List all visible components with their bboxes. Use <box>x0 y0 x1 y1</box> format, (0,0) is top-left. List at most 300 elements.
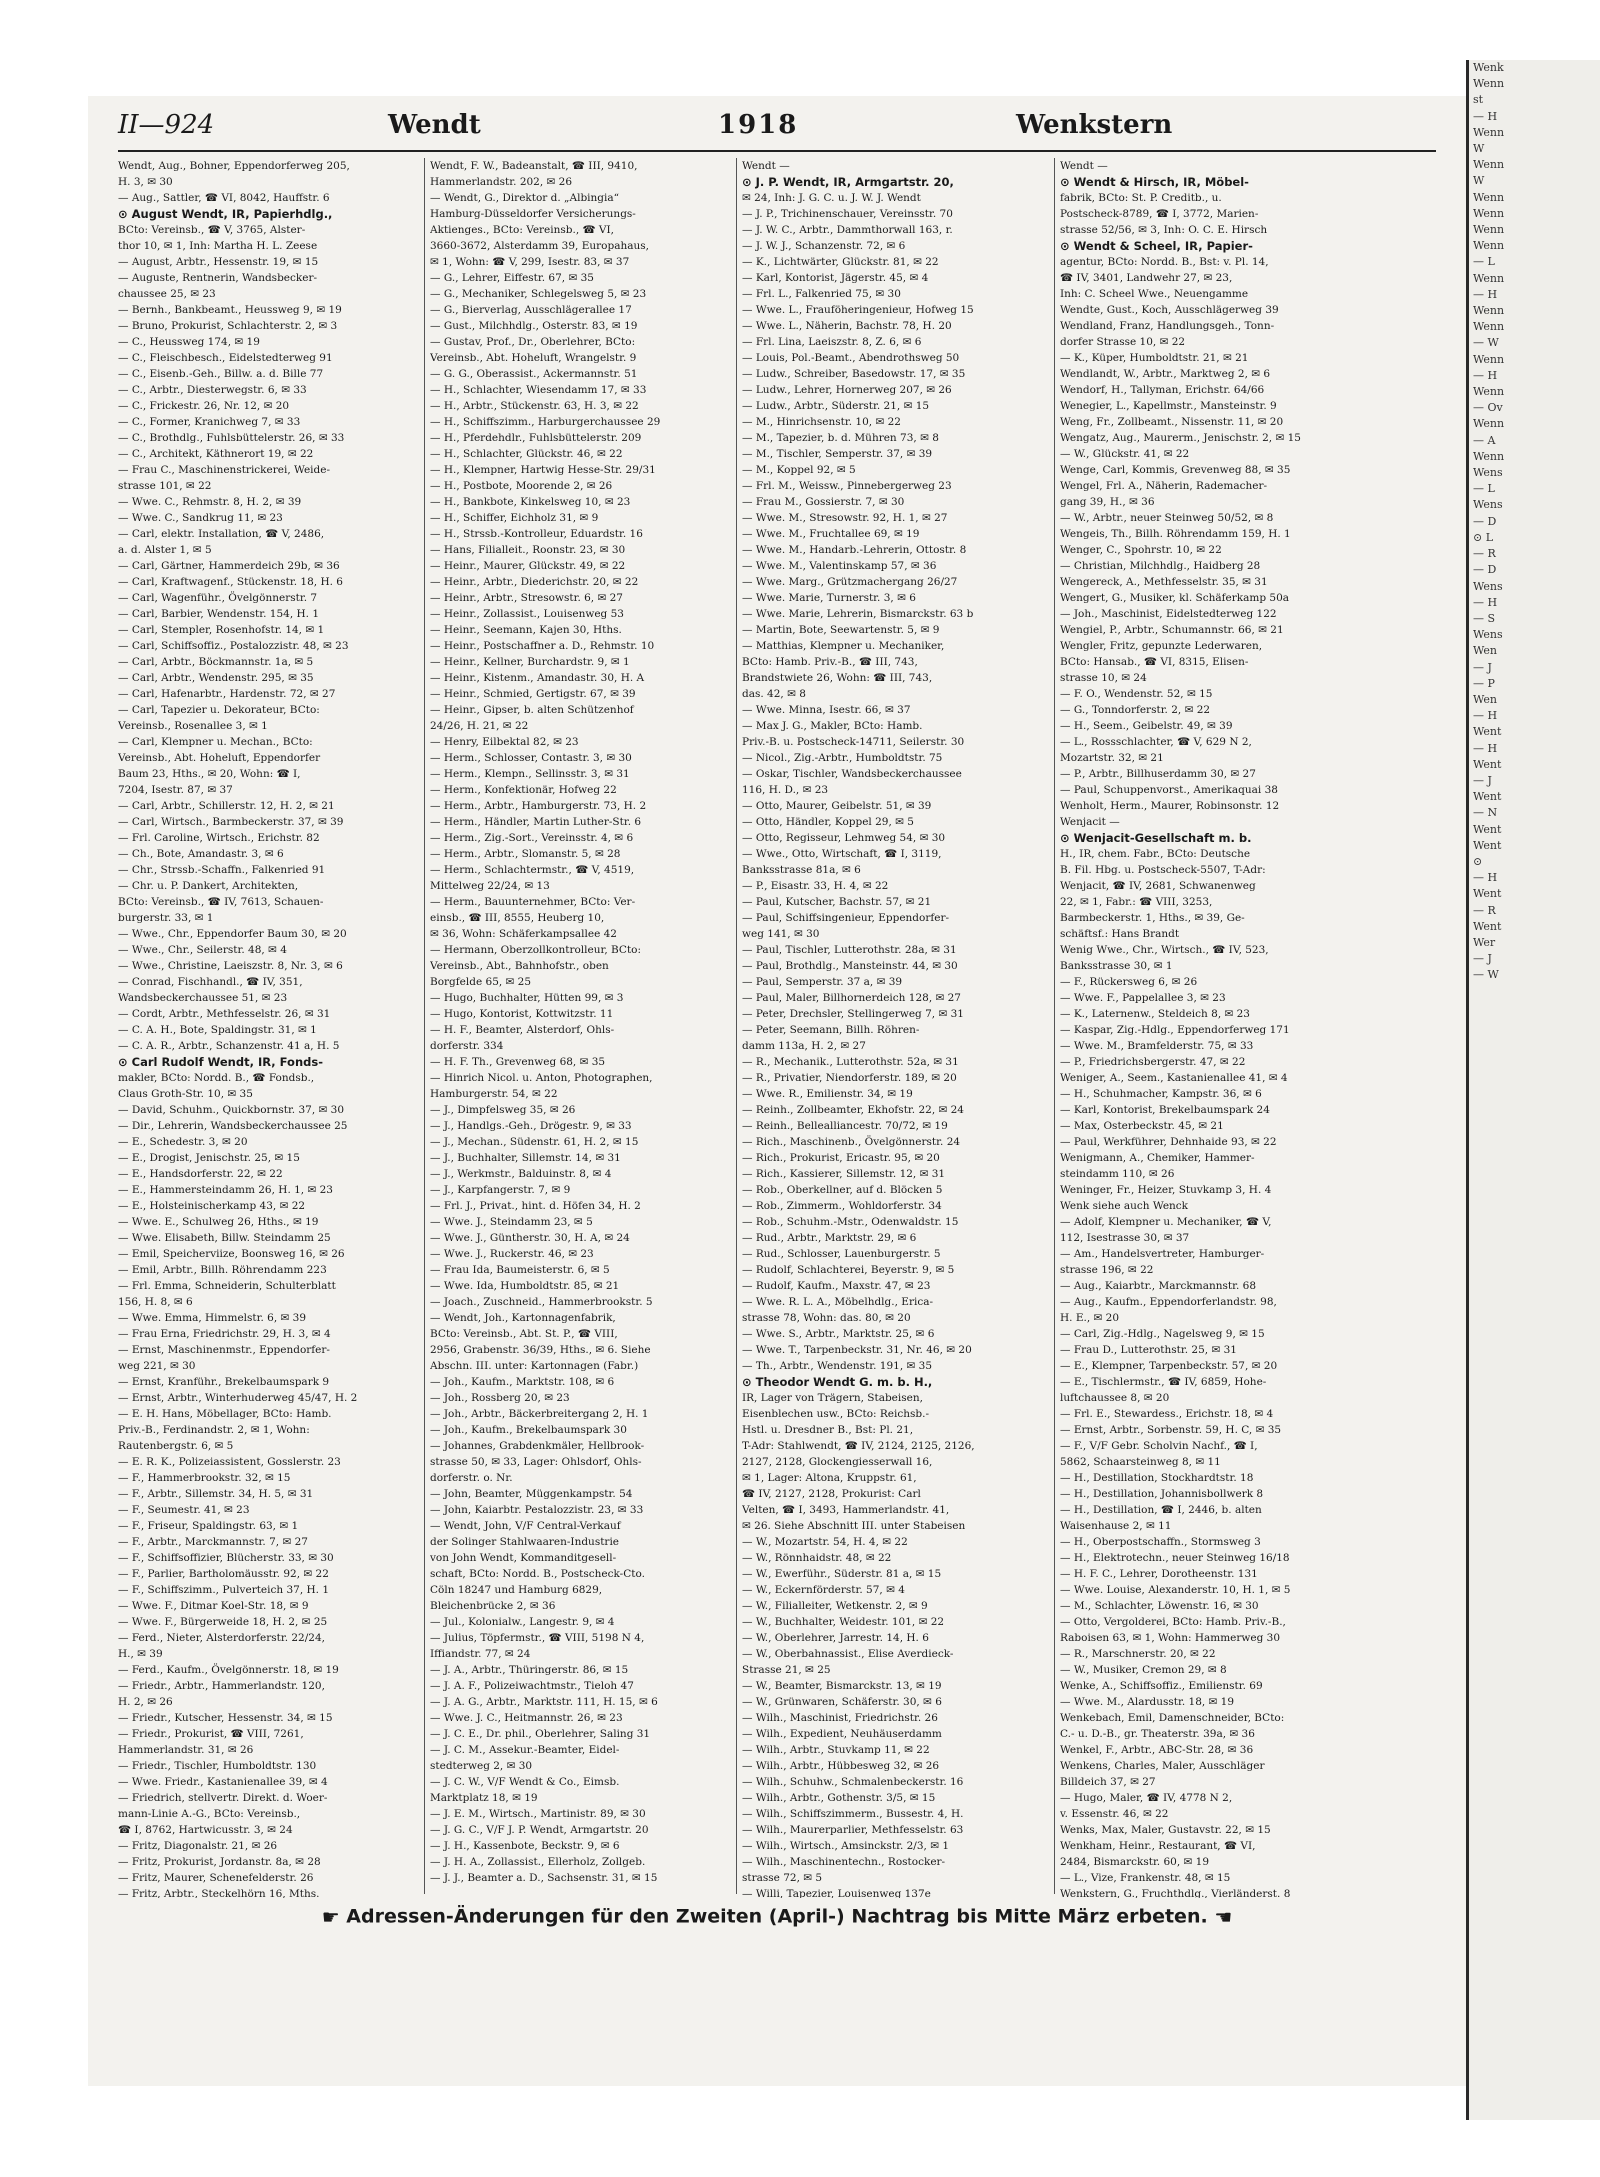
directory-line: — Wwe. C., Rehmstr. 8, H. 2, ✉ 39 <box>118 496 302 508</box>
header-last-entry: Wenkstern <box>1016 110 1173 140</box>
directory-line: Strasse 21, ✉ 25 <box>742 1664 831 1676</box>
directory-line: Wendte, Gust., Koch, Ausschlägerweg 39 <box>1060 304 1279 316</box>
directory-line: — H., Schiffer, Eichholz 31, ✉ 9 <box>430 512 599 524</box>
directory-line: Wenge, Carl, Kommis, Grevenweg 88, ✉ 35 <box>1060 464 1291 476</box>
directory-line: Wengereck, A., Methfesselstr. 35, ✉ 31 <box>1060 576 1268 588</box>
directory-line: Wengel, Frl. A., Näherin, Rademacher- <box>1060 480 1268 492</box>
directory-line: — Wwe., Otto, Wirtschaft, ☎ I, 3119, <box>742 848 942 860</box>
directory-line: Weng, Fr., Zollbeamt., Nissenstr. 11, ✉ 20 <box>1060 416 1284 428</box>
directory-line: — Wwe. L., Näherin, Bachstr. 78, H. 20 <box>742 320 952 332</box>
directory-line: H., IR, chem. Fabr., BCto: Deutsche <box>1060 848 1251 860</box>
directory-line: — Frau M., Gossierstr. 7, ✉ 30 <box>742 496 905 508</box>
adjacent-page-line: Wens <box>1473 498 1503 512</box>
adjacent-page-line: Went <box>1473 822 1502 836</box>
directory-line: — W., Musiker, Cremon 29, ✉ 8 <box>1060 1664 1227 1676</box>
directory-line: — C., Heussweg 174, ✉ 19 <box>118 336 260 348</box>
directory-line: — Willi, Tapezier, Louisenweg 137e <box>742 1888 931 1898</box>
adjacent-page-line: — D <box>1473 514 1497 528</box>
directory-line: Wendland, Franz, Handlungsgeh., Tonn- <box>1060 320 1275 332</box>
directory-line: ✉ 36, Wohn: Schäferkampsallee 42 <box>430 928 617 940</box>
directory-line: — Wwe. J., Ruckerstr. 46, ✉ 23 <box>430 1248 594 1260</box>
directory-line: — Fritz, Arbtr., Steckelhörn 16, Mths. <box>118 1888 320 1898</box>
directory-line: — Christian, Milchhdlg., Haidberg 28 <box>1060 560 1261 572</box>
directory-line: — Joh., Kaufm., Marktstr. 108, ✉ 6 <box>430 1376 615 1388</box>
adjacent-page-line: ⊙ <box>1473 854 1483 868</box>
adjacent-page-line: — P <box>1473 676 1495 690</box>
directory-line: dorfer Strasse 10, ✉ 22 <box>1060 336 1186 348</box>
header-rule <box>118 150 1436 152</box>
directory-line: — Fritz, Diagonalstr. 21, ✉ 26 <box>118 1840 278 1852</box>
adjacent-page-line: — R <box>1473 547 1496 561</box>
footer-notice <box>118 1905 1436 1939</box>
directory-line: — Wwe. Emma, Himmelstr. 6, ✉ 39 <box>118 1312 307 1324</box>
directory-line: — Heinr., Schmied, Gertigstr. 67, ✉ 39 <box>430 688 636 700</box>
directory-line: — J. G. C., V/F J. P. Wendt, Armgartstr. 20 <box>430 1824 649 1836</box>
directory-line: — Frau Erna, Friedrichstr. 29, H. 3, ✉ 4 <box>118 1328 331 1340</box>
directory-line: — Louis, Pol.-Beamt., Abendrothsweg 50 <box>742 352 960 364</box>
directory-line: — Wwe. T., Tarpenbeckstr. 31, Nr. 46, ✉ 20 <box>742 1344 972 1356</box>
directory-line: Mittelweg 22/24, ✉ 13 <box>430 880 550 892</box>
directory-line: — J. C. E., Dr. phil., Oberlehrer, Saling 31 <box>430 1728 651 1740</box>
directory-line: — H., Klempner, Hartwig Hesse-Str. 29/31 <box>430 464 656 476</box>
directory-line: Wenjacit, ☎ IV, 2681, Schwanenweg <box>1060 880 1256 892</box>
adjacent-page-line: — H <box>1473 871 1498 885</box>
directory-line: 156, H. 8, ✉ 6 <box>118 1296 193 1308</box>
directory-line: ☎ IV, 2127, 2128, Prokurist: Carl <box>742 1488 921 1500</box>
directory-line: Wenkstern, G., Fruchthdlg., Vierländerst. 8 <box>1060 1888 1291 1898</box>
directory-line: — Carl, Gärtner, Hammerdeich 29b, ✉ 36 <box>118 560 340 572</box>
directory-line: — Wwe. Friedr., Kastanienallee 39, ✉ 4 <box>118 1776 328 1788</box>
directory-line: v. Essenstr. 46, ✉ 22 <box>1060 1808 1169 1820</box>
adjacent-page-line: — W <box>1473 336 1499 350</box>
directory-line: — Herm., Händler, Martin Luther-Str. 6 <box>430 816 642 828</box>
directory-line: — Conrad, Fischhandl., ☎ IV, 351, <box>118 976 303 988</box>
directory-line: Marktplatz 18, ✉ 19 <box>430 1792 538 1804</box>
directory-line: — C., Fleischbesch., Eidelstedterweg 91 <box>118 352 333 364</box>
directory-line: Wenkham, Heinr., Restaurant, ☎ VI, <box>1060 1840 1256 1852</box>
header-year: 1918 <box>718 110 799 140</box>
directory-line: — Wwe. F., Ditmar Koel-Str. 18, ✉ 9 <box>118 1600 309 1612</box>
directory-line: — Aug., Kaufm., Eppendorferlandstr. 98, <box>1060 1296 1277 1308</box>
directory-line: — E., Klempner, Tarpenbeckstr. 57, ✉ 20 <box>1060 1360 1278 1372</box>
directory-line: — G., Tonndorferstr. 2, ✉ 22 <box>1060 704 1211 716</box>
adjacent-page-line: Wenn <box>1473 206 1505 220</box>
directory-column-1 <box>118 158 418 1898</box>
directory-line: — F., V/F Gebr. Scholvin Nachf., ☎ I, <box>1060 1440 1258 1452</box>
directory-line: — R., Privatier, Niendorferstr. 189, ✉ 20 <box>742 1072 957 1084</box>
directory-line: — C., Arbtr., Diesterwegstr. 6, ✉ 33 <box>118 384 307 396</box>
directory-line: — Emil, Speicherviize, Boonsweg 16, ✉ 26 <box>118 1248 345 1260</box>
directory-line: — Wwe. M., Handarb.-Lehrerin, Ottostr. 8 <box>742 544 967 556</box>
directory-line: burgerstr. 33, ✉ 1 <box>118 912 214 924</box>
directory-line: — Wwe. Minna, Isestr. 66, ✉ 37 <box>742 704 911 716</box>
directory-line: — Wilh., Arbtr., Gothenstr. 3/5, ✉ 15 <box>742 1792 936 1804</box>
directory-line: — J. W. C., Arbtr., Dammthorwall 163, r. <box>742 224 953 236</box>
directory-line: — J. E. M., Wirtsch., Martinistr. 89, ✉ 30 <box>430 1808 646 1820</box>
directory-line: — C., Architekt, Käthnerort 19, ✉ 22 <box>118 448 314 460</box>
directory-line: — Rich., Maschinenb., Övelgönnerstr. 24 <box>742 1136 961 1148</box>
directory-line: — Fritz, Prokurist, Jordanstr. 8a, ✉ 28 <box>118 1856 321 1868</box>
directory-line: H., ✉ 39 <box>118 1648 163 1660</box>
directory-line: — Wwe. R. L. A., Möbelhdlg., Erica- <box>742 1296 934 1308</box>
directory-line: — J. C. M., Assekur.-Beamter, Eidel- <box>430 1744 620 1756</box>
adjacent-page-line: — L <box>1473 255 1495 269</box>
directory-line: — Wendt, John, V/F Central-Verkauf <box>430 1520 621 1532</box>
directory-line: — Ferd., Kaufm., Övelgönnerstr. 18, ✉ 19 <box>118 1664 339 1676</box>
directory-line: weg 221, ✉ 30 <box>118 1360 196 1372</box>
directory-line: — Heinr., Kellner, Burchardstr. 9, ✉ 1 <box>430 656 630 668</box>
directory-line: — Wwe. M., Stresowstr. 92, H. 1, ✉ 27 <box>742 512 948 524</box>
adjacent-page-line: — J <box>1473 773 1492 787</box>
directory-line: — Auguste, Rentnerin, Wandsbecker- <box>118 272 318 284</box>
directory-line: — J. H., Kassenbote, Beckstr. 9, ✉ 6 <box>430 1840 620 1852</box>
directory-line: — Otto, Regisseur, Lehmweg 54, ✉ 30 <box>742 832 946 844</box>
directory-line: — Wwe. F., Bürgerweide 18, H. 2, ✉ 25 <box>118 1616 328 1628</box>
directory-line: — Wilh., Expedient, Neuhäuserdamm <box>742 1728 942 1740</box>
directory-line: — J., Karpfangerstr. 7, ✉ 9 <box>430 1184 571 1196</box>
adjacent-page-line: Went <box>1473 919 1502 933</box>
pointing-hand-icon: ☛ <box>321 1905 340 1929</box>
directory-line: thor 10, ✉ 1, Inh: Martha H. L. Zeese <box>118 240 318 252</box>
directory-line: — Aug., Kaiarbtr., Marckmannstr. 68 <box>1060 1280 1257 1292</box>
directory-line: — Wwe. M., Bramfelderstr. 75, ✉ 33 <box>1060 1040 1254 1052</box>
directory-line: — K., Lichtwärter, Glückstr. 81, ✉ 22 <box>742 256 939 268</box>
directory-line: — J. H. A., Zollassist., Ellerholz, Zollgeb. <box>430 1856 646 1868</box>
adjacent-page-line: Wenn <box>1473 352 1505 366</box>
directory-line: — W., Ewerführ., Süderstr. 81 a, ✉ 15 <box>742 1568 942 1580</box>
directory-line: — J. A., Arbtr., Thüringerstr. 86, ✉ 15 <box>430 1664 629 1676</box>
adjacent-page-line: — H <box>1473 287 1498 301</box>
directory-line: — W., Eckernförderstr. 57, ✉ 4 <box>742 1584 905 1596</box>
directory-line: Wengatz, Aug., Maurerm., Jenischstr. 2, ✉ 15 <box>1060 432 1301 444</box>
directory-line: — Herm., Bauunternehmer, BCto: Ver- <box>430 896 636 908</box>
directory-line: — G., Mechaniker, Schlegelsweg 5, ✉ 23 <box>430 288 647 300</box>
page-header <box>118 110 1436 150</box>
directory-line: 2956, Grabenstr. 36/39, Hths., ✉ 6. Siehe <box>430 1344 651 1356</box>
directory-line: — W., Glückstr. 41, ✉ 22 <box>1060 448 1190 460</box>
directory-line: — H., Pferdehdlr., Fuhlsbüttelerstr. 209 <box>430 432 642 444</box>
directory-line: — H., Schlachter, Wiesendamm 17, ✉ 33 <box>430 384 647 396</box>
directory-line: strasse 72, ✉ 5 <box>742 1872 823 1884</box>
directory-line: — F., Hammerbrookstr. 32, ✉ 15 <box>118 1472 291 1484</box>
directory-line: fabrik, BCto: St. P. Creditb., u. <box>1060 192 1222 204</box>
directory-line: — J. W. J., Schanzenstr. 72, ✉ 6 <box>742 240 906 252</box>
directory-line: — Ludw., Schreiber, Basedowstr. 17, ✉ 35 <box>742 368 966 380</box>
page-number: II—924 <box>118 110 215 140</box>
directory-line: — J. P., Trichinenschauer, Vereinsstr. 70 <box>742 208 953 220</box>
directory-line: strasse 10, ✉ 24 <box>1060 672 1147 684</box>
directory-line: — M., Hinrichsenstr. 10, ✉ 22 <box>742 416 901 428</box>
directory-line: — Rob., Oberkellner, auf d. Blöcken 5 <box>742 1184 943 1196</box>
adjacent-page-line: — N <box>1473 806 1498 820</box>
adjacent-page-line: — H <box>1473 709 1498 723</box>
directory-line: — Rud., Arbtr., Marktstr. 29, ✉ 6 <box>742 1232 917 1244</box>
directory-line: — W., Arbtr., neuer Steinweg 50/52, ✉ 8 <box>1060 512 1274 524</box>
directory-line: — Wwe. Elisabeth, Billw. Steindamm 25 <box>118 1232 331 1244</box>
directory-line: — Wwe. L., Frauföheringenieur, Hofweg 15 <box>742 304 974 316</box>
directory-line: — E., Schedestr. 3, ✉ 20 <box>118 1136 248 1148</box>
directory-line: — Fritz, Maurer, Schenefelderstr. 26 <box>118 1872 314 1884</box>
directory-line: — Ernst, Arbtr., Winterhuderweg 45/47, H. 2 <box>118 1392 358 1404</box>
directory-line: — Heinr., Seemann, Kajen 30, Hths. <box>430 624 622 636</box>
directory-line: Wengiel, P., Arbtr., Schumannstr. 66, ✉ 21 <box>1060 624 1284 636</box>
directory-line: 2484, Bismarckstr. 60, ✉ 19 <box>1060 1856 1210 1868</box>
directory-line: BCto: Vereinsb., Abt. St. P., ☎ VIII, <box>430 1328 618 1340</box>
directory-line: Hamburg-Düsseldorfer Versicherungs- <box>430 208 636 220</box>
directory-line: 116, H. D., ✉ 23 <box>742 784 829 796</box>
directory-line: Wengert, G., Musiker, kl. Schäferkamp 50a <box>1060 592 1290 604</box>
directory-line: — Hans, Filialleit., Roonstr. 23, ✉ 30 <box>430 544 626 556</box>
directory-line: — H., Bankbote, Kinkelsweg 10, ✉ 23 <box>430 496 631 508</box>
directory-line: — J., Buchhalter, Sillemstr. 14, ✉ 31 <box>430 1152 621 1164</box>
directory-line: Waisenhause 2, ✉ 11 <box>1060 1520 1172 1532</box>
directory-line: — Hermann, Oberzollkontrolleur, BCto: <box>430 944 642 956</box>
directory-line: Priv.-B., Ferdinandstr. 2, ✉ 1, Wohn: <box>118 1424 310 1436</box>
directory-line: — Heinr., Kistenm., Amandastr. 30, H. A <box>430 672 645 684</box>
directory-line: — Carl, Kraftwagenf., Stückenstr. 18, H. 6 <box>118 576 343 588</box>
adjacent-page-line: — S <box>1473 611 1496 625</box>
directory-line: — Heinr., Arbtr., Stresowstr. 6, ✉ 27 <box>430 592 623 604</box>
directory-line: Weniger, A., Seem., Kastanienallee 41, ✉ 4 <box>1060 1072 1288 1084</box>
directory-line: Wenkel, F., Arbtr., ABC-Str. 28, ✉ 36 <box>1060 1744 1254 1756</box>
directory-line: weg 141, ✉ 30 <box>742 928 820 940</box>
adjacent-page-line: — H <box>1473 368 1498 382</box>
directory-line: Cöln 18247 und Hamburg 6829, <box>430 1584 603 1596</box>
directory-line: Hamburgerstr. 54, ✉ 22 <box>430 1088 558 1100</box>
directory-line: — Max J. G., Makler, BCto: Hamb. <box>742 720 923 732</box>
directory-line: steindamm 110, ✉ 26 <box>1060 1168 1175 1180</box>
directory-line: damm 113a, H. 2, ✉ 27 <box>742 1040 866 1052</box>
directory-line: a. d. Alster 1, ✉ 5 <box>118 544 212 556</box>
directory-line: — Paul, Tischler, Lutterothstr. 28a, ✉ 31 <box>742 944 957 956</box>
directory-line: — Herm., Klempn., Sellinsstr. 3, ✉ 31 <box>430 768 630 780</box>
directory-line: — Paul, Schiffsingenieur, Eppendorfer- <box>742 912 950 924</box>
directory-line: — Kaspar, Zig.-Hdlg., Eppendorferweg 171 <box>1060 1024 1290 1036</box>
directory-line: Wenkebach, Emil, Damenschneider, BCto: <box>1060 1712 1285 1724</box>
directory-line: — Martin, Bote, Seewartenstr. 5, ✉ 9 <box>742 624 940 636</box>
directory-line: — Oskar, Tischler, Wandsbeckerchaussee <box>742 768 962 780</box>
directory-line: — Wilh., Arbtr., Hübbesweg 32, ✉ 26 <box>742 1760 940 1772</box>
adjacent-page-line: — Ov <box>1473 401 1503 415</box>
directory-line: — Wwe. Marie, Lehrerin, Bismarckstr. 63 b <box>742 608 974 620</box>
directory-line: — Carl, Barbier, Wendenstr. 154, H. 1 <box>118 608 320 620</box>
adjacent-page-line: st <box>1473 93 1484 107</box>
pointing-hand-icon: ☚ <box>1214 1905 1233 1929</box>
adjacent-page-line: Wenn <box>1473 417 1505 431</box>
directory-line: — Hugo, Kontorist, Kottwitzstr. 11 <box>430 1008 614 1020</box>
directory-line: Wenk siehe auch Wenck <box>1060 1200 1189 1212</box>
directory-line: — Emil, Arbtr., Billh. Röhrendamm 223 <box>118 1264 327 1276</box>
directory-line: — H., Destillation, ☎ I, 2446, b. alten <box>1060 1504 1262 1516</box>
adjacent-page-line: — A <box>1473 433 1496 447</box>
adjacent-page-line: — D <box>1473 563 1497 577</box>
directory-line: — Wwe. C., Sandkrug 11, ✉ 23 <box>118 512 283 524</box>
directory-line: — P., Arbtr., Billhuserdamm 30, ✉ 27 <box>1060 768 1256 780</box>
directory-line: Abschn. III. unter: Kartonnagen (Fabr.) <box>430 1360 639 1372</box>
directory-line: Weninger, Fr., Heizer, Stuvkamp 3, H. 4 <box>1060 1184 1272 1196</box>
directory-line: — H., Destillation, Johannisbollwerk 8 <box>1060 1488 1264 1500</box>
directory-line: — Friedr., Tischler, Humboldtstr. 130 <box>118 1760 317 1772</box>
directory-line: ✉ 1, Lager: Altona, Kruppstr. 61, <box>742 1472 917 1484</box>
directory-line: Banksstrasse 81a, ✉ 6 <box>742 864 861 876</box>
directory-line: 3660-3672, Alsterdamm 39, Europahaus, <box>430 240 649 252</box>
directory-line: der Solinger Stahlwaaren-Industrie <box>430 1536 620 1548</box>
directory-line: Wendorf, H., Tallyman, Erichstr. 64/66 <box>1060 384 1265 396</box>
adjacent-page-line: Wenn <box>1473 320 1505 334</box>
directory-line: — Paul, Maler, Billhornerdeich 128, ✉ 27 <box>742 992 961 1004</box>
directory-line: — Wilh., Schuhw., Schmalenbeckerstr. 16 <box>742 1776 964 1788</box>
directory-line: — Frl. Emma, Schneiderin, Schulterblatt <box>118 1280 336 1292</box>
directory-line: — Joach., Zuschneid., Hammerbrookstr. 5 <box>430 1296 653 1308</box>
directory-line: — F. O., Wendenstr. 52, ✉ 15 <box>1060 688 1213 700</box>
directory-line: strasse 52/56, ✉ 3, Inh: O. C. E. Hirsch <box>1060 224 1268 236</box>
directory-line: Vereinsb., Abt. Hoheluft, Wrangelstr. 9 <box>430 352 637 364</box>
directory-line: — Carl, Arbtr., Wendenstr. 295, ✉ 35 <box>118 672 314 684</box>
directory-line: — Herm., Zig.-Sort., Vereinsstr. 4, ✉ 6 <box>430 832 634 844</box>
directory-line: — Otto, Vergolderei, BCto: Hamb. Priv.-B., <box>1060 1616 1286 1628</box>
directory-line: — H. F. C., Lehrer, Dorotheenstr. 131 <box>1060 1568 1258 1580</box>
directory-line: H. 3, ✉ 30 <box>118 176 173 188</box>
directory-line: — Max, Osterbeckstr. 45, ✉ 21 <box>1060 1120 1224 1132</box>
directory-line: Wengler, Fritz, gepunzte Lederwaren, <box>1060 640 1263 652</box>
directory-line: einsb., ☎ III, 8555, Heuberg 10, <box>430 912 605 924</box>
directory-line: — K., Laternenw., Steldeich 8, ✉ 23 <box>1060 1008 1250 1020</box>
directory-line: — Wwe. F., Pappelallee 3, ✉ 23 <box>1060 992 1226 1004</box>
directory-line: — Peter, Seemann, Billh. Röhren- <box>742 1024 920 1036</box>
adjacent-page-line: — L <box>1473 482 1495 496</box>
column-divider <box>1054 158 1055 1894</box>
directory-line: — Wilh., Wirtsch., Amsinckstr. 2/3, ✉ 1 <box>742 1840 950 1852</box>
directory-line: von John Wendt, Kommanditgesell- <box>430 1552 617 1564</box>
directory-line: — August, Arbtr., Hessenstr. 19, ✉ 15 <box>118 256 319 268</box>
directory-line: gang 39, H., ✉ 36 <box>1060 496 1155 508</box>
directory-line: — Wendt, Joh., Kartonnagenfabrik, <box>430 1312 616 1324</box>
directory-line: — W., Filialleiter, Wetkenstr. 2, ✉ 9 <box>742 1600 928 1612</box>
directory-line: — Joh., Arbtr., Bäckerbreitergang 2, H. 1 <box>430 1408 649 1420</box>
directory-line: — Ferd., Nieter, Alsterdorferstr. 22/24, <box>118 1632 325 1644</box>
directory-line: — Henry, Eilbektal 82, ✉ 23 <box>430 736 579 748</box>
directory-line: Claus Groth-Str. 10, ✉ 35 <box>118 1088 253 1100</box>
directory-line: Wendt, F. W., Badeanstalt, ☎ III, 9410, <box>430 160 638 172</box>
directory-line: — H. F., Beamter, Alsterdorf, Ohls- <box>430 1024 615 1036</box>
directory-line: — Herm., Arbtr., Slomanstr. 5, ✉ 28 <box>430 848 621 860</box>
directory-line: Bleichenbrücke 2, ✉ 36 <box>430 1600 556 1612</box>
directory-line: — Wwe., Chr., Eppendorfer Baum 30, ✉ 20 <box>118 928 347 940</box>
adjacent-page-line: Wen <box>1473 692 1498 706</box>
directory-line: — H., Strssb.-Kontrolleur, Eduardstr. 16 <box>430 528 643 540</box>
directory-line: — Carl, Hafenarbtr., Hardenstr. 72, ✉ 27 <box>118 688 336 700</box>
column-divider <box>736 158 737 1894</box>
directory-line: — Frl. M., Weissw., Pinnebergerweg 23 <box>742 480 952 492</box>
directory-line: — Herm., Schlosser, Contastr. 3, ✉ 30 <box>430 752 632 764</box>
directory-line: — H., Arbtr., Stückenstr. 63, H. 3, ✉ 22 <box>430 400 639 412</box>
directory-line: — C. A. H., Bote, Spaldingstr. 31, ✉ 1 <box>118 1024 317 1036</box>
directory-line: Wenjacit — <box>1060 816 1120 828</box>
directory-line: — Matthias, Klempner u. Mechaniker, <box>742 640 945 652</box>
directory-line: — Herm., Arbtr., Hamburgerstr. 73, H. 2 <box>430 800 647 812</box>
column-divider <box>424 158 425 1894</box>
directory-line: — H., Schuhmacher, Kampstr. 36, ✉ 6 <box>1060 1088 1262 1100</box>
directory-line: — W., Grünwaren, Schäferstr. 30, ✉ 6 <box>742 1696 942 1708</box>
directory-line: 22, ✉ 1, Fabr.: ☎ VIII, 3253, <box>1060 896 1213 908</box>
directory-line: — Frl. Caroline, Wirtsch., Erichstr. 82 <box>118 832 320 844</box>
directory-line: ✉ 1, Wohn: ☎ V, 299, Isestr. 83, ✉ 37 <box>430 256 630 268</box>
directory-line: — F., Parlier, Bartholomäusstr. 92, ✉ 22 <box>118 1568 329 1580</box>
directory-line: — J. C. W., V/F Wendt & Co., Eimsb. <box>430 1776 620 1788</box>
directory-line: — L., Rossschlachter, ☎ V, 629 N 2, <box>1060 736 1252 748</box>
directory-line: stedterweg 2, ✉ 30 <box>430 1760 533 1772</box>
directory-line: — Nicol., Zig.-Arbtr., Humboldtstr. 75 <box>742 752 943 764</box>
adjacent-page-line: ⊙ L <box>1473 530 1494 544</box>
directory-line: — W., Oberbahnassist., Elise Averdieck- <box>742 1648 954 1660</box>
directory-line: — Cordt, Arbtr., Methfesselstr. 26, ✉ 31 <box>118 1008 331 1020</box>
directory-line: 2127, 2128, Glockengiesserwall 16, <box>742 1456 933 1468</box>
adjacent-page-line: Wenn <box>1473 223 1505 237</box>
adjacent-page-line: — R <box>1473 903 1496 917</box>
directory-column-2 <box>430 158 730 1898</box>
directory-line: ✉ 26. Siehe Abschnitt III. unter Stabeisen <box>742 1520 966 1532</box>
directory-line: — Karl, Kontorist, Jägerstr. 45, ✉ 4 <box>742 272 929 284</box>
adjacent-page-line: Wen <box>1473 644 1498 658</box>
directory-line: — G., Bierverlag, Ausschlägerallee 17 <box>430 304 632 316</box>
adjacent-page-line: Wenn <box>1473 271 1505 285</box>
directory-line: — Carl, Arbtr., Böckmannstr. 1a, ✉ 5 <box>118 656 314 668</box>
directory-line: — Rich., Kassierer, Sillemstr. 12, ✉ 31 <box>742 1168 946 1180</box>
adjacent-page-line: — H <box>1473 741 1498 755</box>
adjacent-page-line: Wenn <box>1473 77 1505 91</box>
directory-line: — Carl, Wirtsch., Barmbeckerstr. 37, ✉ 39 <box>118 816 344 828</box>
directory-line: — Johannes, Grabdenkmäler, Hellbrook- <box>430 1440 645 1452</box>
directory-line: — Bruno, Prokurist, Schlachterstr. 2, ✉ 3 <box>118 320 338 332</box>
directory-line: — Frl. J., Privat., hint. d. Höfen 34, H. 2 <box>430 1200 641 1212</box>
directory-line: strasse 78, Wohn: das. 80, ✉ 20 <box>742 1312 911 1324</box>
directory-line: Vereinsb., Abt. Hoheluft, Eppendorfer <box>118 752 321 764</box>
directory-line: ⊙ Theodor Wendt G. m. b. H., <box>742 1375 933 1389</box>
directory-line: — Wilh., Arbtr., Stuvkamp 11, ✉ 22 <box>742 1744 930 1756</box>
directory-line: Wendt — <box>1060 160 1108 172</box>
directory-line: — Gust., Milchhdlg., Osterstr. 83, ✉ 19 <box>430 320 638 332</box>
directory-line: — Rudolf, Kaufm., Maxstr. 47, ✉ 23 <box>742 1280 931 1292</box>
directory-line: Hammerlandstr. 202, ✉ 26 <box>430 176 573 188</box>
adjacent-page-strip <box>1466 60 1600 2120</box>
directory-line: — Frl. L., Falkenried 75, ✉ 30 <box>742 288 901 300</box>
directory-line: — Wwe., Chr., Seilerstr. 48, ✉ 4 <box>118 944 287 956</box>
directory-line: — Aug., Sattler, ☎ VI, 8042, Hauffstr. 6 <box>118 192 330 204</box>
directory-line: — E., Hammersteindamm 26, H. 1, ✉ 23 <box>118 1184 333 1196</box>
directory-line: — F., Schiffsoffizier, Blücherstr. 33, ✉ 30 <box>118 1552 334 1564</box>
directory-line: — David, Schuhm., Quickbornstr. 37, ✉ 30 <box>118 1104 345 1116</box>
adjacent-page-line: Wenn <box>1473 304 1505 318</box>
directory-line: Wenig Wwe., Chr., Wirtsch., ☎ IV, 523, <box>1060 944 1269 956</box>
directory-line: — F., Arbtr., Sillemstr. 34, H. 5, ✉ 31 <box>118 1488 314 1500</box>
directory-line: — Wwe. R., Emilienstr. 34, ✉ 19 <box>742 1088 913 1100</box>
directory-line: agentur, BCto: Nordd. B., Bst: v. Pl. 14, <box>1060 256 1269 268</box>
directory-line: — W., Oberlehrer, Jarrestr. 14, H. 6 <box>742 1632 929 1644</box>
directory-line: — F., Friseur, Spaldingstr. 63, ✉ 1 <box>118 1520 299 1532</box>
adjacent-page-line: Wenn <box>1473 125 1505 139</box>
directory-line: BCto: Hamb. Priv.-B., ☎ III, 743, <box>742 656 918 668</box>
directory-line: — J. A. F., Polizeiwachtmstr., Tieloh 47 <box>430 1680 634 1692</box>
directory-line: — H., Elektrotechn., neuer Steinweg 16/18 <box>1060 1552 1290 1564</box>
directory-line: — W., Beamter, Bismarckstr. 13, ✉ 19 <box>742 1680 942 1692</box>
directory-line: — J. A. G., Arbtr., Marktstr. 111, H. 15, ✉ 6 <box>430 1696 658 1708</box>
directory-line: — C., Frickestr. 26, Nr. 12, ✉ 20 <box>118 400 290 412</box>
adjacent-page-line: Wenk <box>1473 61 1504 74</box>
directory-line: strasse 196, ✉ 22 <box>1060 1264 1154 1276</box>
directory-line: ☎ IV, 3401, Landwehr 27, ✉ 23, <box>1060 272 1233 284</box>
directory-line: Rautenbergstr. 6, ✉ 5 <box>118 1440 234 1452</box>
directory-line: — Carl, Arbtr., Schillerstr. 12, H. 2, ✉ 21 <box>118 800 335 812</box>
